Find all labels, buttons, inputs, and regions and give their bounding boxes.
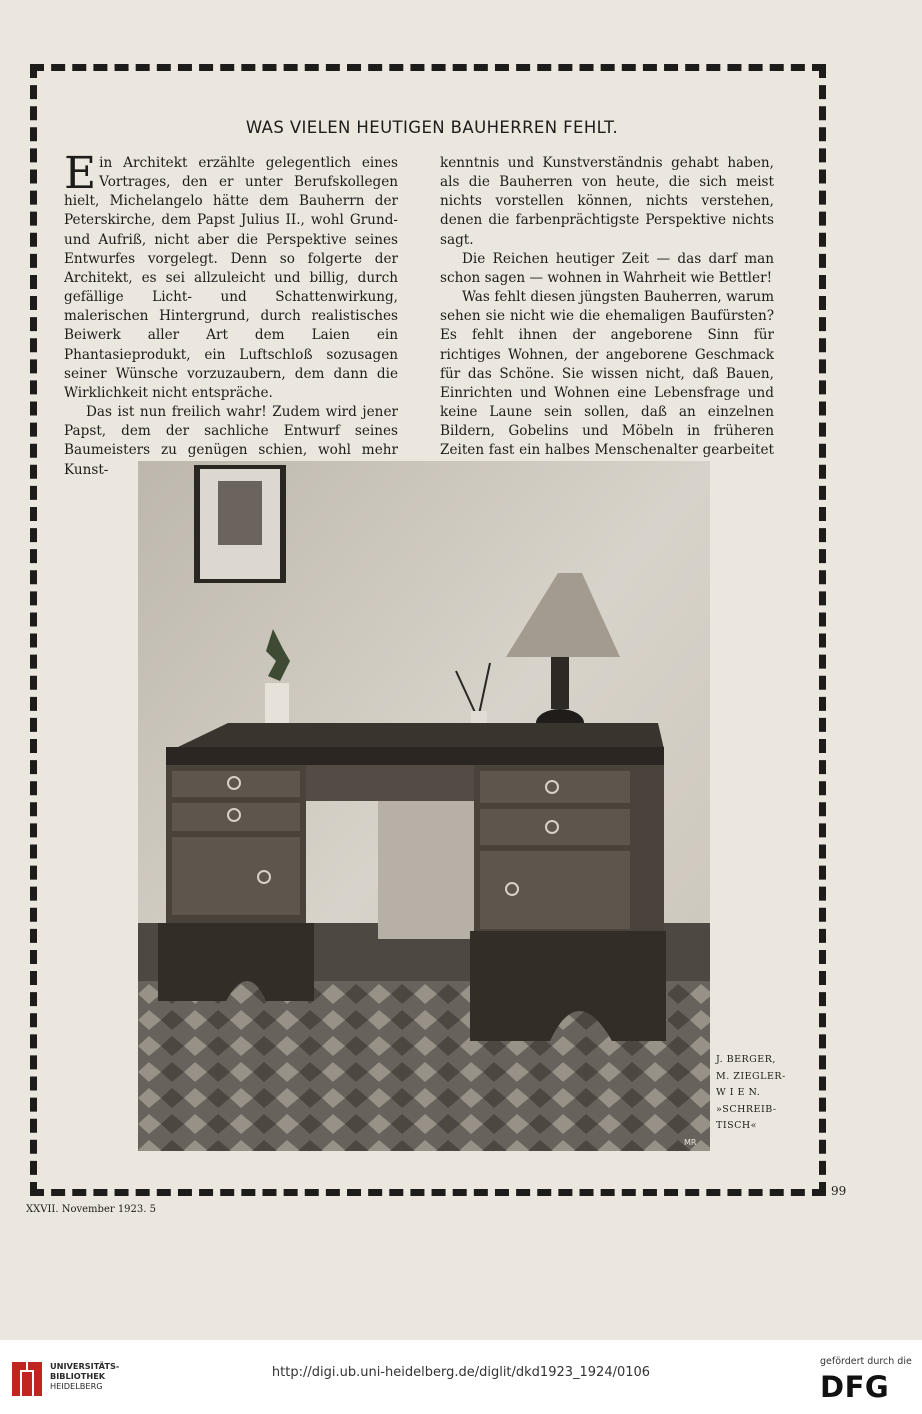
paragraph-5: Was fehlt diesen jüngsten Bauherren, warum sehen sie nicht wie die ehemaligen Baufürsten? Es fehlt ihnen der angeborene Sinn für richtiges Wohnen, der angeborene Geschmack für das Schöne. Sie wissen nicht, daß Bauen, Einrichten und Wohnen eine Lebensfrage und keine Laune sein sollen, daß an einzelnen Bildern, Gobelins und Möbeln in früheren Zeiten fast ein halbes Menschenalter gearbeitet (440, 289, 774, 459)
paragraph-1: Ein Architekt erzählte gelegentlich eines Vortrages, den er unter Berufskollegen hielt, Michelangelo hätte dem Bauherrn der Peterskirche, dem Papst Julius II., wohl Grund- und Aufriß, nicht aber die Perspektive seines Entwurfes vorgelegt. Denn so folgerte der Architekt, es sei allzuleicht und billig, durch gefällige Licht- und Schattenwirkung, malerischen Hintergrund, durch realistisches Beiwerk aller Art dem Laien ein Phantasieprodukt, ein Luftschloß sozusagen seiner Wünsche vorzuzaubern, dem dann die Wirklichkeit nicht entspräche. (64, 148, 398, 401)
text-column-right (440, 154, 774, 480)
drop-cap: E (64, 148, 97, 199)
funding-label: gefördert durch die (820, 1356, 912, 1367)
issue-footer: XXVII. November 1923. 5 (26, 1204, 156, 1215)
dfg-logo: DFG (820, 1370, 890, 1404)
viewer-footer-bar (0, 1340, 922, 1414)
paragraph-4: Die Reichen heutiger Zeit — das darf man schon sagen — wohnen in Wahrheit wie Bettler! (440, 250, 774, 286)
desk-photograph (138, 461, 710, 1151)
article-title: WAS VIELEN HEUTIGEN BAUHERREN FEHLT. (245, 118, 619, 137)
text-column-left (64, 148, 398, 480)
page-number: 99 (831, 1184, 847, 1198)
photo-monogram: MR (684, 1138, 697, 1147)
permalink-url[interactable]: http://digi.ub.uni-heidelberg.de/diglit/dkd1923_1924/0106 (271, 1365, 651, 1380)
paragraph-3: kenntnis und Kunstverständnis gehabt haben, als die Bauherren von heute, die sich meist nichts vorstellen können, nichts verstehen, denen die farbenprächtigste Perspektive nichts sagt. (440, 155, 774, 248)
library-name: UNIVERSITÄTS- BIBLIOTHEK HEIDELBERG (50, 1361, 120, 1391)
paragraph-2: Das ist nun freilich wahr! Zudem wird jener Papst, dem der sachliche Entwurf seines Baumeisters zu genügen schien, wohl mehr Kunst- (64, 404, 398, 478)
figure-caption: J. BERGER, M. ZIEGLER- W I E N. »SCHREIB- TISCH« (716, 1054, 786, 1131)
